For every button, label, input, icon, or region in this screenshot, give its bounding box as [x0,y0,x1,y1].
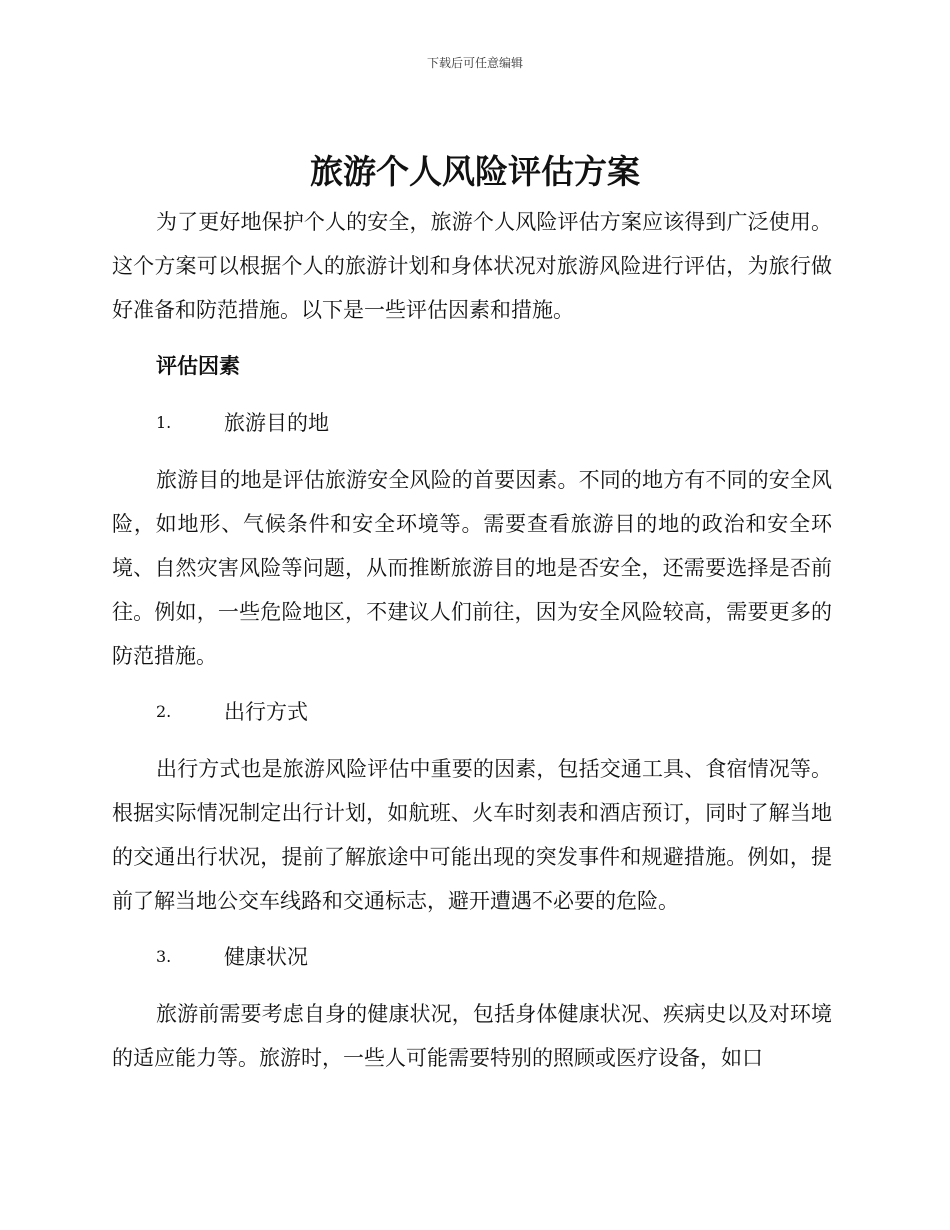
list-item-number: 3. [156,947,172,966]
list-item-label: 旅游目的地 [224,411,329,435]
page-header: 下载后可任意编辑 [426,56,523,70]
list-item-label: 健康状况 [224,945,308,969]
document-title: 旅游个人风险评估方案 [310,152,640,191]
list-item-paragraph: 出行方式也是旅游风险评估中重要的因素，包括交通工具、食宿情况等。根据实际情况制定出行计划，如航班、火车时刻表和酒店预订，同时了解当地的交通出行状况，提前了解旅途中可能出现的突发事件和规避措施。例如，提前了解当地公交车线路和交通标志，避开遭遇不必要的危险。 [112,757,832,913]
list-item-heading [112,690,832,734]
list-item-number: 2. [156,702,172,721]
list-item-number: 1. [156,413,172,432]
list-item-heading [112,935,832,979]
section-heading: 评估因素 [156,354,240,378]
intro-paragraph: 为了更好地保护个人的安全，旅游个人风险评估方案应该得到广泛使用。这个方案可以根据个人的旅游计划和身体状况对旅游风险进行评估，为旅行做好准备和防范措施。以下是一些评估因素和措施。 [112,210,832,322]
list-item-paragraph: 旅游前需要考虑自身的健康状况，包括身体健康状况、疾病史以及对环境的适应能力等。旅游时，一些人可能需要特别的照顾或医疗设备，如口 [112,1002,832,1070]
list-item-paragraph: 旅游目的地是评估旅游安全风险的首要因素。不同的地方有不同的安全风险，如地形、气候条件和安全环境等。需要查看旅游目的地的政治和安全环境、自然灾害风险等问题，从而推断旅游目的地是否安全，还需要选择是否前往。例如，一些危险地区，不建议人们前往，因为安全风险较高，需要更多的防范措施。 [112,468,832,668]
list-item-label: 出行方式 [224,700,308,724]
document-body [112,200,832,1092]
list-item-heading [112,401,832,445]
